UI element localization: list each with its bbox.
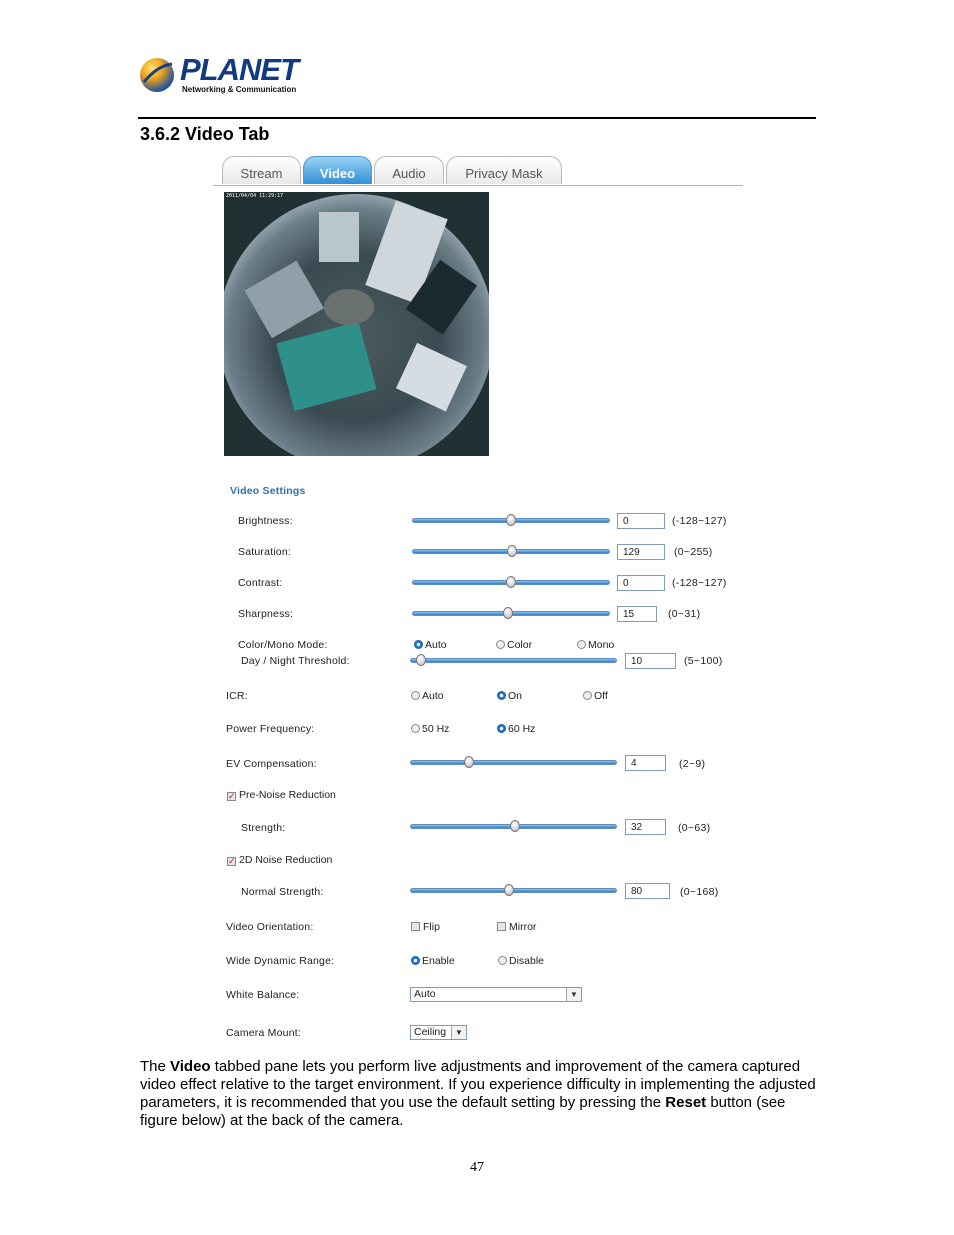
saturation-label: Saturation: [238,546,291,558]
flip-checkbox[interactable] [411,921,440,933]
white-balance-value: Auto [414,988,436,1000]
color-mono-mono-label: Mono [588,639,615,651]
color-mono-color-label: Color [507,639,533,651]
sharpness-input[interactable]: 15 [617,606,657,622]
power-60hz-radio[interactable] [497,723,535,735]
tab-stream[interactable]: Stream [222,156,301,184]
globe-icon [138,56,176,94]
fisheye-image [224,192,489,456]
radio-selected-icon [414,640,423,649]
brightness-label: Brightness: [238,515,293,527]
para-text-3: button (see figure below) at the back of the camera. [140,1094,786,1129]
flip-label: Flip [423,921,440,933]
day-night-label: Day / Night Threshold: [241,655,350,667]
para-text-1: The [140,1058,171,1075]
icr-auto-radio[interactable] [411,690,444,702]
color-mono-auto-label: Auto [425,639,447,651]
color-mono-color-radio[interactable] [496,639,532,651]
noise-2d-label: 2D Noise Reduction [239,854,333,866]
checkmark-icon: ✓ [228,856,236,866]
para-text-2: tabbed pane lets you perform live adjustments and improvement of the camera captured video effect relative to the target environment. If you experience difficulty in implementing the adjusted parameters, it is recommended that you use the default setting by pressing the [140,1058,816,1111]
video-orientation-label: Video Orientation: [226,921,314,933]
para-bold-reset: Reset [665,1094,707,1111]
para-bold-video: Video [170,1058,211,1075]
day-night-slider[interactable] [410,656,617,666]
radio-selected-icon [497,691,506,700]
icr-off-radio[interactable] [583,690,608,702]
planet-logo [138,54,298,98]
contrast-slider[interactable] [412,578,610,588]
strength-input[interactable]: 32 [625,819,666,835]
brightness-range: (-128~127) [672,515,727,527]
camera-mount-value: Ceiling [414,1026,447,1038]
day-night-thumb[interactable] [416,654,426,666]
tab-privacy-mask[interactable]: Privacy Mask [446,156,562,184]
ev-compensation-thumb[interactable] [464,756,474,768]
wdr-disable-label: Disable [509,955,545,967]
normal-strength-slider[interactable] [410,886,617,896]
normal-strength-range: (0~168) [680,886,719,898]
radio-unselected-icon [411,691,420,700]
power-50hz-label: 50 Hz [422,723,450,735]
strength-thumb[interactable] [510,820,520,832]
icr-auto-label: Auto [422,690,444,702]
contrast-thumb[interactable] [506,576,516,588]
chevron-down-icon[interactable]: ▼ [566,988,581,1001]
day-night-input[interactable]: 10 [625,653,676,669]
radio-unselected-icon [496,640,505,649]
power-60hz-label: 60 Hz [508,723,536,735]
radio-unselected-icon [583,691,592,700]
day-night-track [410,658,617,663]
color-mono-label: Color/Mono Mode: [238,639,328,651]
wdr-disable-radio[interactable] [498,955,544,967]
icr-on-label: On [508,690,523,702]
saturation-range: (0~255) [674,546,713,558]
brightness-thumb[interactable] [506,514,516,526]
header-divider [138,117,816,119]
radio-unselected-icon [498,956,507,965]
wdr-enable-label: Enable [422,955,455,967]
brightness-slider[interactable] [412,516,610,526]
power-frequency-label: Power Frequency: [226,723,315,735]
tab-video[interactable]: Video [303,156,372,184]
saturation-slider[interactable] [412,547,610,557]
icr-on-radio[interactable] [497,690,522,702]
strength-range: (0~63) [678,822,711,834]
pre-noise-checkbox[interactable] [227,789,336,801]
ev-compensation-label: EV Compensation: [226,758,317,770]
normal-strength-label: Normal Strength: [241,886,324,898]
day-night-range: (5~100) [684,655,723,667]
icr-label: ICR: [226,690,248,702]
contrast-range: (-128~127) [672,577,727,589]
wdr-label: Wide Dynamic Range: [226,955,335,967]
tab-underline [213,185,743,186]
sharpness-label: Sharpness: [238,608,294,620]
noise-2d-checkbox[interactable] [227,854,332,866]
tab-bar [213,156,743,186]
saturation-thumb[interactable] [507,545,517,557]
brightness-input[interactable]: 0 [617,513,665,529]
camera-preview [224,192,489,456]
color-mono-auto-radio[interactable] [414,639,447,651]
radio-unselected-icon [577,640,586,649]
contrast-label: Contrast: [238,577,283,589]
contrast-input[interactable]: 0 [617,575,665,591]
camera-mount-select[interactable] [410,1025,467,1040]
mirror-label: Mirror [509,921,537,933]
logo-subtitle: Networking & Communication [182,85,297,94]
logo-text: PLANET [180,52,298,87]
saturation-input[interactable]: 129 [617,544,665,560]
color-mono-mono-radio[interactable] [577,639,614,651]
sharpness-range: (0~31) [668,608,701,620]
preview-timestamp: 2011/04/04 11:29:17 [226,193,284,199]
ev-compensation-range: (2~9) [679,758,706,770]
video-settings-title: Video Settings [230,485,306,497]
page-number: 47 [470,1160,484,1175]
ev-compensation-input[interactable]: 4 [625,755,666,771]
checkmark-icon: ✓ [228,791,236,801]
radio-selected-icon [497,724,506,733]
section-title: 3.6.2 Video Tab [140,124,270,144]
radio-selected-icon [411,956,420,965]
normal-strength-input[interactable]: 80 [625,883,670,899]
checkbox-empty-icon [411,922,420,931]
sharpness-thumb[interactable] [503,607,513,619]
ev-compensation-track [410,760,617,765]
power-50hz-radio[interactable] [411,723,449,735]
sharpness-slider[interactable] [412,609,610,619]
camera-mount-label: Camera Mount: [226,1027,301,1039]
wdr-enable-radio[interactable] [411,955,455,967]
radio-unselected-icon [411,724,420,733]
chevron-down-icon[interactable]: ▼ [451,1026,466,1039]
description-paragraph [140,1058,818,1130]
strength-slider[interactable] [410,822,617,832]
ev-compensation-slider[interactable] [410,758,617,768]
white-balance-select[interactable] [410,987,582,1002]
strength-label: Strength: [241,822,286,834]
white-balance-label: White Balance: [226,989,300,1001]
pre-noise-label: Pre-Noise Reduction [239,789,336,801]
icr-off-label: Off [594,690,608,702]
tab-audio[interactable]: Audio [374,156,444,184]
checkbox-empty-icon [497,922,506,931]
normal-strength-thumb[interactable] [504,884,514,896]
mirror-checkbox[interactable] [497,921,536,933]
